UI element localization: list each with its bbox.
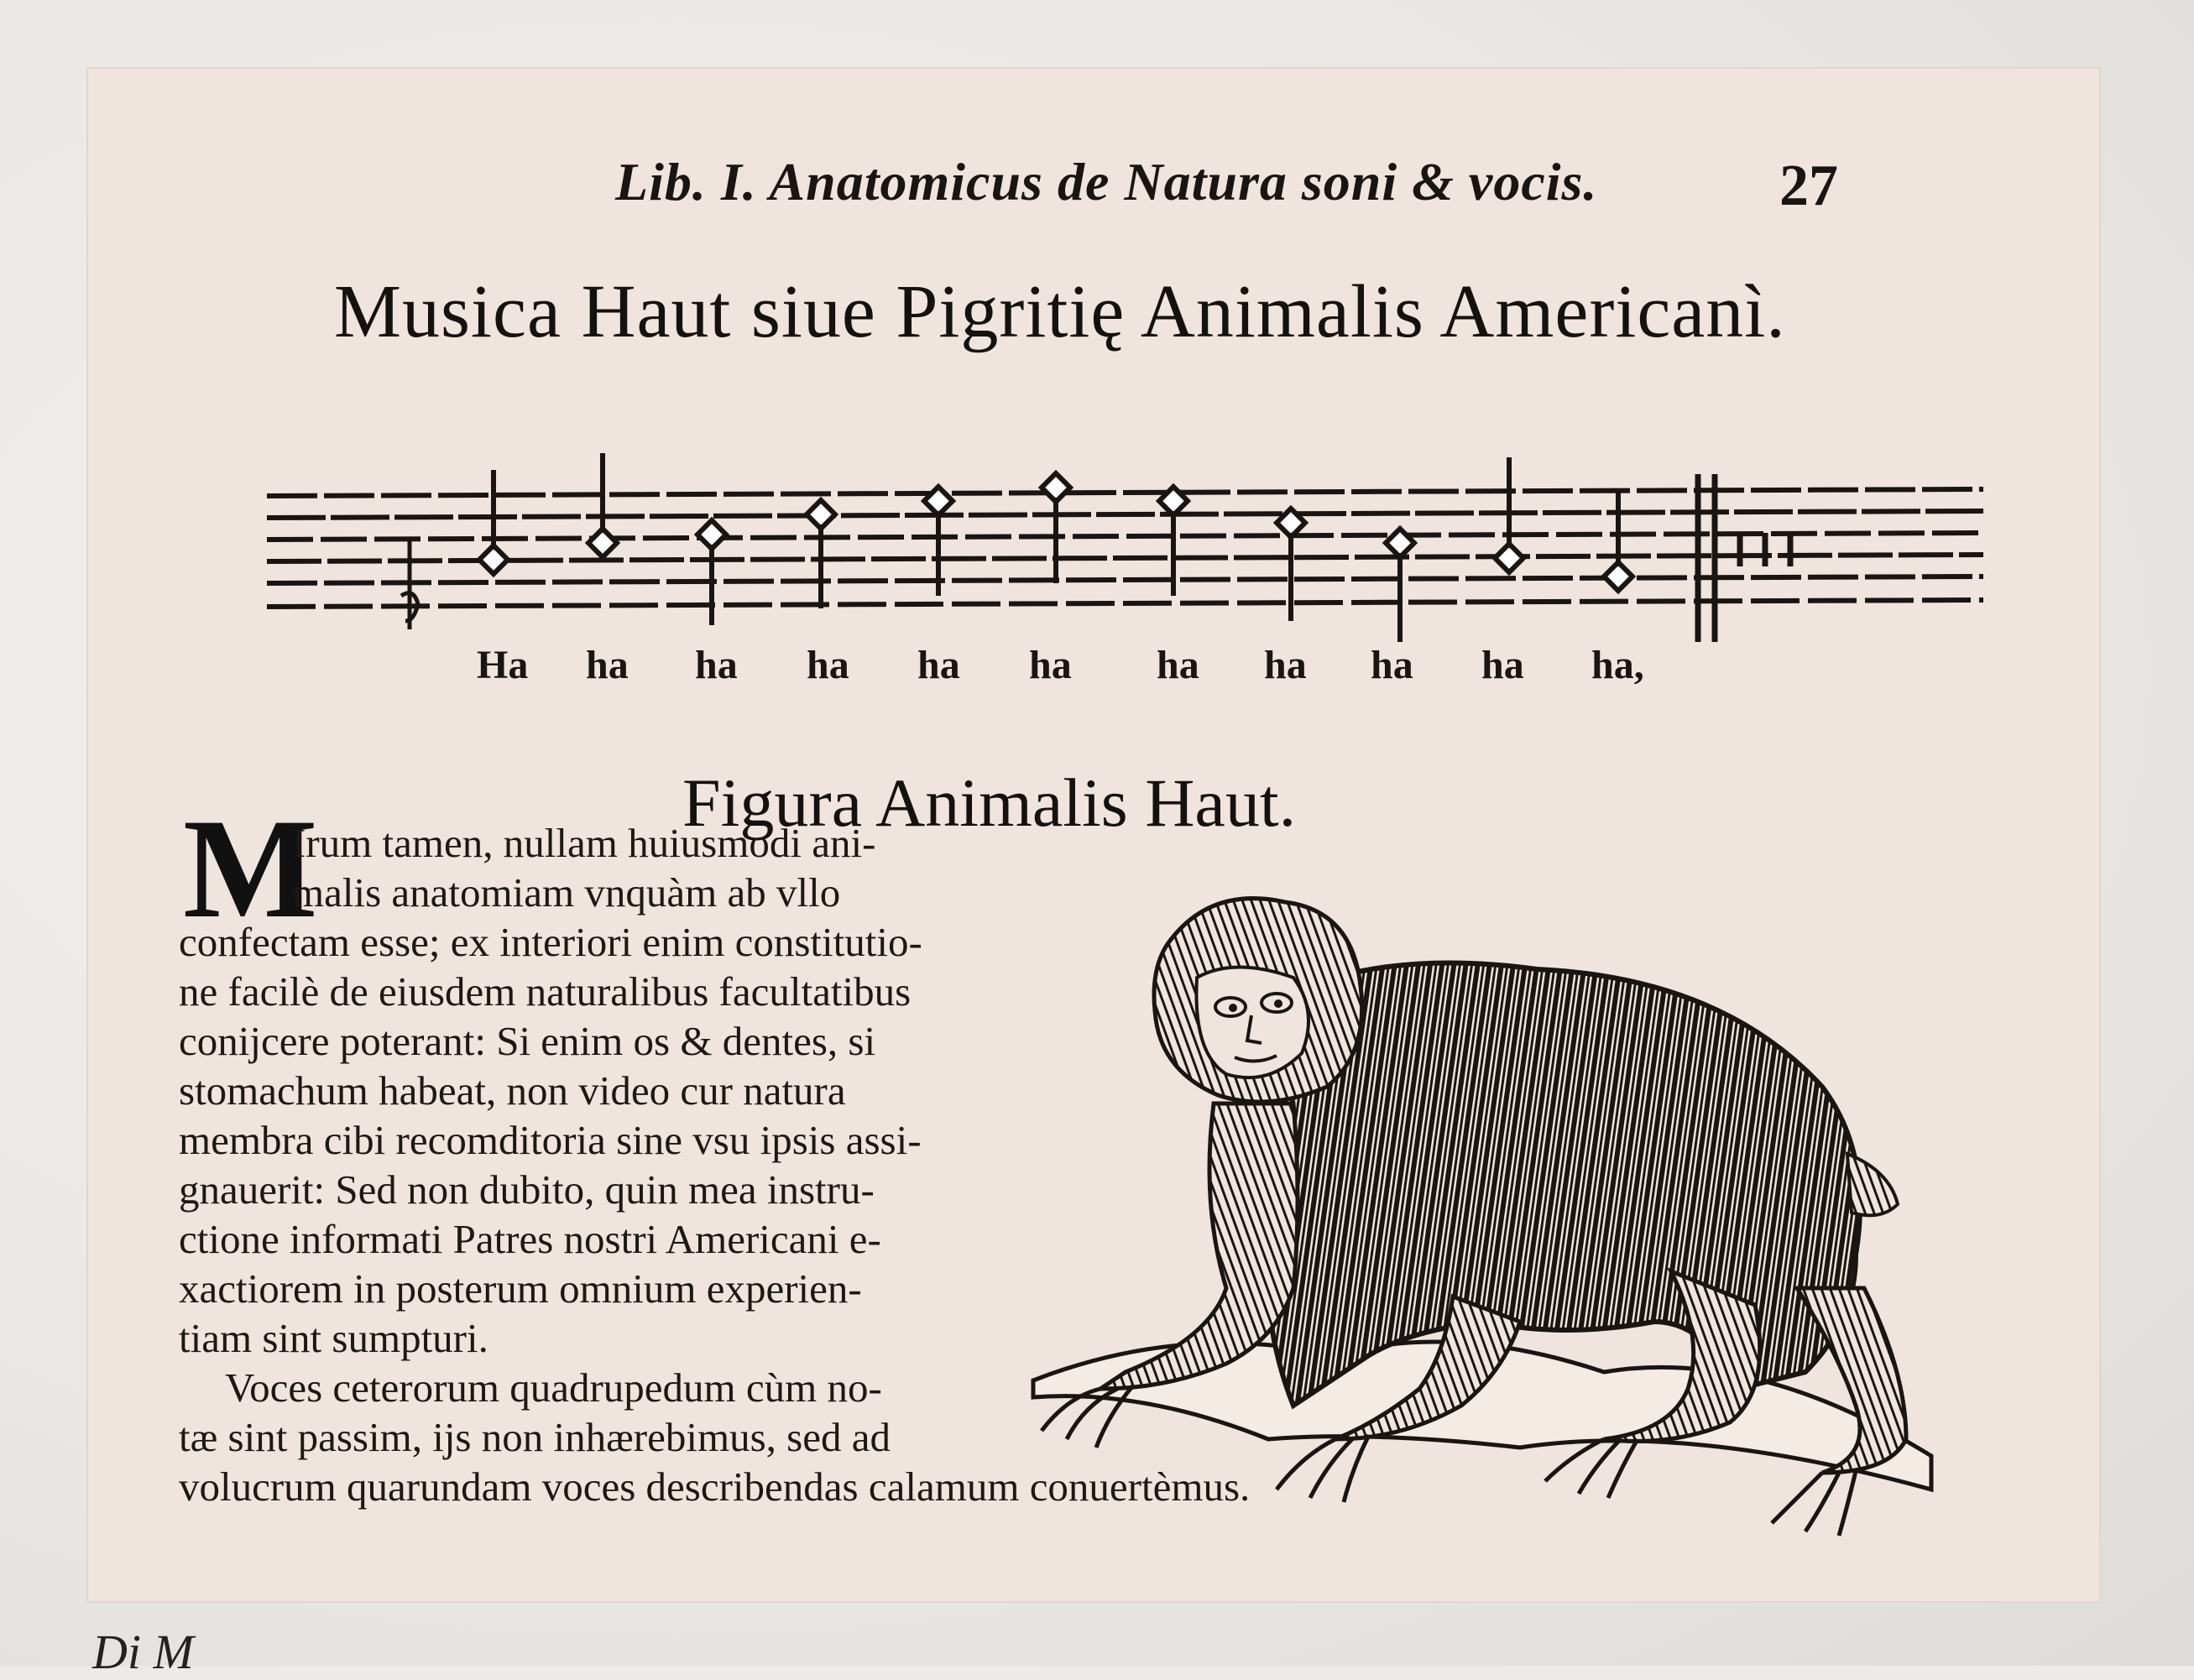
sloth-icon xyxy=(1016,852,1965,1573)
text-line: volucrum quarundam voces describendas calamum conuertèmus. xyxy=(179,1463,1251,1510)
text-line: ctione informati Patres nostri Americani e- xyxy=(179,1216,881,1262)
note-3 xyxy=(697,520,726,625)
lyric-syllable: ha xyxy=(1029,643,1072,687)
text-line: conijcere poterant: Si enim os & dentes, si xyxy=(179,1018,876,1064)
lyric-syllable: ha xyxy=(1157,643,1199,687)
lyric-syllable: ha xyxy=(1264,643,1307,687)
music-title: Musica Haut siue Pigritię Animalis Americanì. xyxy=(334,270,1786,353)
note-6 xyxy=(1042,473,1070,583)
clef-icon xyxy=(401,541,418,629)
book-page xyxy=(86,67,2101,1603)
note-11 xyxy=(1604,491,1632,591)
figure-title: Figura Animalis Haut. xyxy=(682,764,1297,841)
staff-lines xyxy=(267,489,1983,607)
text-line: xactiorem in posterum omnium experien- xyxy=(179,1265,862,1312)
page-number: 27 xyxy=(1779,154,1838,218)
page-header xyxy=(523,151,1933,252)
lyric-syllable: ha xyxy=(807,643,849,687)
text-line: stomachum habeat, non video cur natura xyxy=(179,1067,846,1114)
text-line: malis anatomiam vnquàm ab vllo xyxy=(292,869,841,916)
lyric-syllable: ha xyxy=(917,643,960,687)
text-line: tæ sint passim, ijs non inhærebimus, sed ad xyxy=(179,1414,891,1460)
staff-notation xyxy=(263,449,2025,667)
lyric-syllable: ha xyxy=(1371,643,1413,687)
lyric-syllable: ha xyxy=(695,643,738,687)
text-line: tiam sint sumpturi. xyxy=(179,1315,488,1361)
note-2 xyxy=(588,453,617,557)
text-line: membra cibi recomditoria sine vsu ipsis assi- xyxy=(179,1117,922,1163)
note-9 xyxy=(1386,529,1414,642)
running-head: Lib. I. Anatomicus de Natura soni & vocis. xyxy=(615,152,1598,211)
text-line: Irum tamen, nullam huiusmodi ani- xyxy=(292,820,876,866)
text-line: Voces ceterorum quadrupedum cùm no- xyxy=(225,1364,882,1411)
text-line: gnauerit: Sed non dubito, quin mea instru- xyxy=(179,1166,875,1213)
note-4 xyxy=(807,500,835,608)
drop-cap-letter: M xyxy=(183,790,318,947)
lyric-syllable: ha xyxy=(1481,643,1524,687)
body-text xyxy=(179,818,1251,1511)
text-line: ne facilè de eiusdem naturalibus facultatibus xyxy=(179,968,912,1015)
notes xyxy=(479,453,1632,642)
sloth-woodcut-illustration xyxy=(1016,852,1965,1573)
note-1 xyxy=(479,470,508,574)
lyric-syllable: ha, xyxy=(1591,643,1644,687)
text-line: confectam esse; ex interiori enim constitutio- xyxy=(179,919,922,965)
caption-fragment: Di M xyxy=(92,1625,194,1679)
lyric-syllable: Ha xyxy=(477,643,529,687)
musical-score xyxy=(263,449,2025,717)
lyric-syllable: ha xyxy=(586,643,629,687)
